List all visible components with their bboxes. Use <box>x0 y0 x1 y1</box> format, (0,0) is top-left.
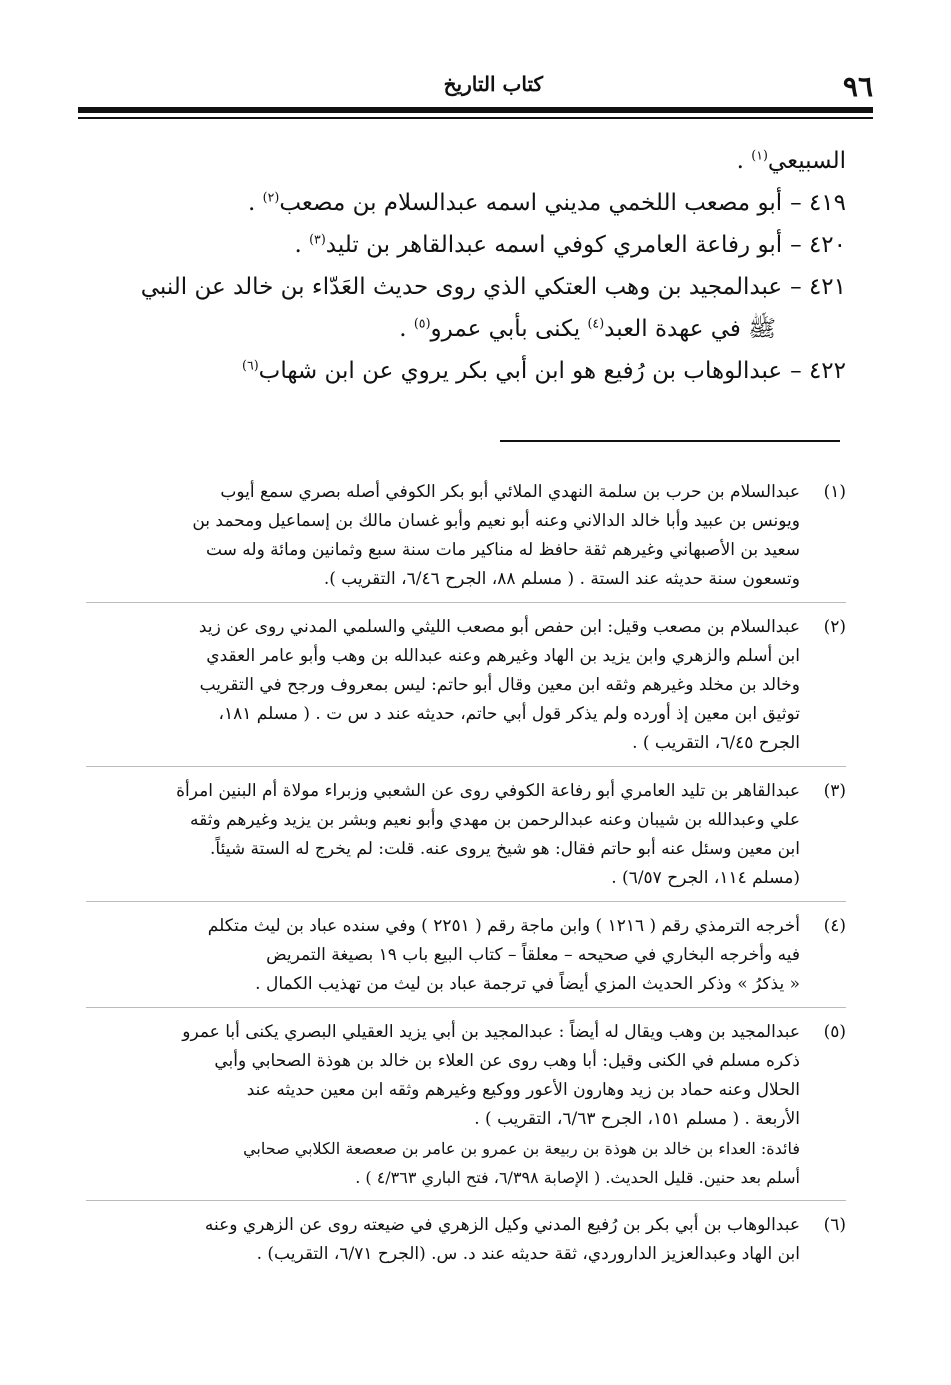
book-title: كتاب التاريخ <box>443 72 543 96</box>
footnote-4 <box>86 912 846 1008</box>
footnote-line: وخالد بن مخلد وغيرهم وثقه ابن معين وقال أبو حاتم: ليس بمعروف ورجح في التقريب <box>199 675 800 695</box>
footnote-line: (مسلم ١١٤، الجرح ٦/٥٧) . <box>611 868 800 888</box>
header-rule-thick <box>78 107 873 113</box>
footnote-line: عبدالسلام بن حرب بن سلمة النهدي الملائي أبو بكر الكوفي أصله بصري سمع أيوب <box>220 482 800 502</box>
footnote-number: (٥) <box>823 1022 846 1042</box>
entry-text: عبدالمجيد بن وهب العتكي الذي روى حديث العَدّاء بن خالد عن النبي <box>140 274 783 300</box>
footnote-2 <box>86 613 846 767</box>
footnote-ref: (١) <box>751 147 768 163</box>
entry-text <box>86 182 782 224</box>
entry-419 <box>86 182 846 224</box>
footnote-line: ابن الهاد وعبدالعزيز الداروردي، ثقة حديثه عند د. س. (الجرح ٦/٧١، التقريب) . <box>256 1244 800 1264</box>
footnote-line: الجرح ٦/٤٥، التقريب ) . <box>632 733 800 753</box>
entry-end: . <box>399 316 407 342</box>
entry-number: ٤٢٠ – <box>790 232 846 258</box>
main-text <box>86 140 846 392</box>
header-rule-thin <box>78 117 873 119</box>
footnote-number: (٢) <box>823 617 846 637</box>
entry-body: يكنى بأبي عمرو <box>430 316 581 342</box>
footnote-line: الأربعة . ( مسلم ١٥١، الجرح ٦/٦٣، التقريب ) . <box>474 1109 800 1129</box>
entry-body: ﷺ في عهدة العبد <box>604 316 776 342</box>
entry-end: . <box>294 232 302 258</box>
footnote-line: ذكره مسلم في الكنى وقيل: أبا وهب روى عن العلاء بن خالد بن هوذة الصحابي وأبي <box>214 1051 800 1071</box>
footnote-5 <box>86 1018 846 1201</box>
footnote-line: فيه وأخرجه البخاري في صحيحه – معلقاً – كتاب البيع باب ١٩ بصيغة التمريض <box>266 945 800 965</box>
entry-body: أبو مصعب اللخمي مديني اسمه عبدالسلام بن مصعب <box>279 190 783 216</box>
footnote-note-line: فائدة: العداء بن خالد بن هوذة بن ربيعة بن عمرو بن عامر بن صعصعة الكلابي صحابي <box>243 1139 800 1158</box>
entry-number: ٤٢١ – <box>790 274 846 300</box>
intro-text: السبيعي <box>767 148 846 174</box>
footnote-separator <box>500 440 840 442</box>
footnote-line: توثيق ابن معين إذ أورده ولم يذكر قول أبي حاتم، حديثه عند د س ت . ( مسلم ١٨١، <box>218 704 800 724</box>
entry-text <box>86 350 782 392</box>
footnote-3 <box>86 777 846 902</box>
entry-421 <box>86 266 846 308</box>
footnote-line: ابن أسلم والزهري وابن يزيد بن الهاد وغيرهم وعنه عبدالله بن وهب وأبو عامر العقدي <box>206 646 800 666</box>
footnote-note-line: أسلم بعد حنين. قليل الحديث. ( الإصابة ٦/٣٩٨، فتح الباري ٤/٣٦٣ ) . <box>355 1168 800 1187</box>
footnote-ref: (٥) <box>413 315 431 331</box>
intro-line <box>86 140 846 182</box>
page-header <box>78 70 873 104</box>
footnote-ref: (٢) <box>262 189 280 205</box>
entry-420 <box>86 224 846 266</box>
footnote-text <box>86 912 800 999</box>
entry-end: . <box>248 190 256 216</box>
page-number: ٩٦ <box>842 70 873 103</box>
footnote-line: علي وعبدالله بن شيبان وعنه عبدالرحمن بن مهدي وأبو نعيم وبشر بن يزيد وغيرهم وثقه <box>190 810 800 830</box>
footnote-line: وتسعون سنة حديثه عند الستة . ( مسلم ٨٨، الجرح ٦/٤٦، التقريب ). <box>323 569 800 589</box>
footnote-text <box>86 1018 800 1192</box>
footnote-line: عبدالمجيد بن وهب ويقال له أيضاً : عبدالمجيد بن أبي يزيد العقيلي البصري يكنى أبا عمرو <box>182 1022 800 1042</box>
footnote-6 <box>86 1211 846 1277</box>
entry-422 <box>86 350 846 392</box>
footnote-text <box>86 613 800 758</box>
intro-end: . <box>736 148 744 174</box>
footnote-line: ابن معين وسئل عنه أبو حاتم فقال: هو شيخ يروى عنه. قلت: لم يخرج له الستة شيئاً. <box>210 839 800 859</box>
footnote-number: (٤) <box>823 916 846 936</box>
footnote-line: عبدالقاهر بن تليد العامري أبو رفاعة الكوفي روى عن الشعبي وزبراء مولاة أم البنين امرأة <box>176 781 800 801</box>
footnote-line: عبدالسلام بن مصعب وقيل: ابن حفص أبو مصعب الليثي والسلمي المدني روى عن زيد <box>198 617 800 637</box>
entry-body: أبو رفاعة العامري كوفي اسمه عبدالقاهر بن تليد <box>325 232 783 258</box>
footnote-ref: (٤) <box>587 315 605 331</box>
footnote-ref: (٣) <box>309 231 326 247</box>
footnote-text <box>86 1211 800 1269</box>
footnote-ref: (٦) <box>242 357 259 373</box>
footnote-1 <box>86 478 846 603</box>
footnote-number: (٦) <box>823 1215 846 1235</box>
footnote-number: (١) <box>823 482 846 502</box>
footnote-number: (٣) <box>823 781 846 801</box>
footnote-text <box>86 478 800 594</box>
footnote-line: عبدالوهاب بن أبي بكر بن رُفيع المدني وكيل الزهري في ضيعته روى عن الزهري وعنه <box>204 1215 800 1235</box>
footnotes <box>86 478 846 1287</box>
footnote-text <box>86 777 800 893</box>
entry-number: ٤١٩ – <box>790 190 846 216</box>
footnote-line: ويونس بن عبيد وأبا خالد الدالاني وعنه أبو نعيم وأبو غسان مالك بن إسماعيل ومحمد بن <box>192 511 800 531</box>
entry-421-continuation <box>86 308 846 350</box>
entry-body: عبدالوهاب بن رُفيع هو ابن أبي بكر يروي عن ابن شهاب <box>258 358 783 384</box>
footnote-line: « يذكرُ » وذكر الحديث المزي أيضاً في ترجمة عباد بن ليث من تهذيب الكمال . <box>255 974 800 994</box>
footnote-line: الحلال وعنه حماد بن زيد وهارون الأعور ووكيع وغيرهم وثقه ابن معين حديثه عند <box>246 1080 800 1100</box>
entry-text <box>86 224 782 266</box>
footnote-line: أخرجه الترمذي رقم ( ١٢١٦ ) وابن ماجة رقم ( ٢٢٥١ ) وفي سنده عباد بن ليث متكلم <box>207 916 800 936</box>
footnote-line: سعيد بن الأصبهاني وغيرهم ثقة حافظ له مناكير مات سنة سبع وثمانين ومائة وله ست <box>205 540 800 560</box>
entry-number: ٤٢٢ – <box>790 358 846 384</box>
